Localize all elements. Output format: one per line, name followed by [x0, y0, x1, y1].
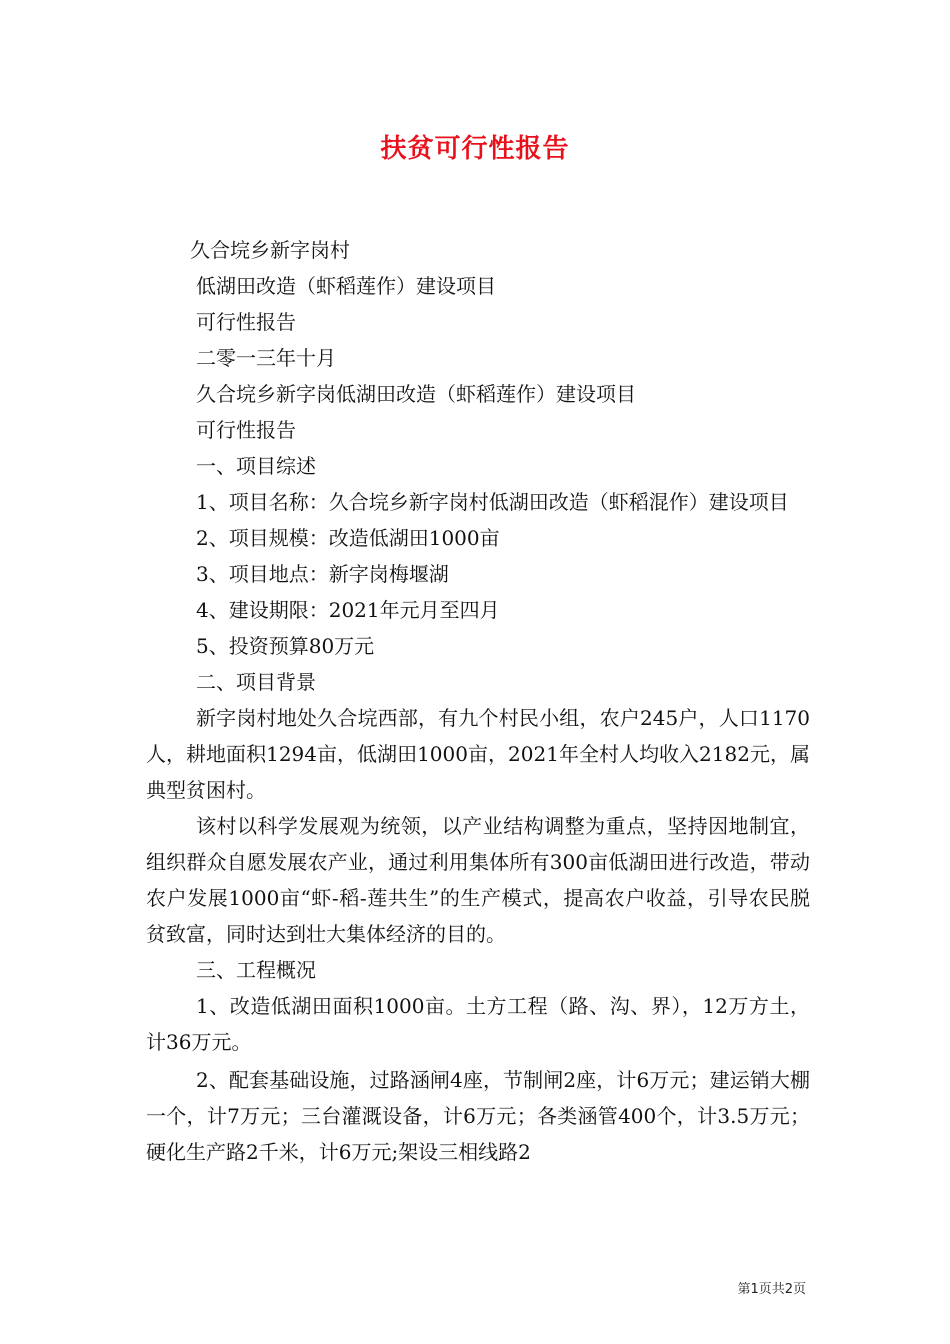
paragraph-item-budget: 5、投资预算80万元 — [196, 634, 375, 658]
paragraph-report-label: 可行性报告 — [196, 310, 296, 334]
section-heading-background: 二、项目背景 — [196, 670, 316, 694]
paragraph-date: 二零一三年十月 — [196, 346, 336, 370]
paragraph-engineering-1: 1、改造低湖田面积1000亩。土方工程（路、沟、界），12万方土，计36万元。 — [146, 994, 810, 1054]
paragraph-project-name: 低湖田改造（虾稻莲作）建设项目 — [196, 274, 496, 298]
paragraph-item-period: 4、建设期限：2021年元月至四月 — [196, 598, 500, 622]
paragraph-item-name: 1、项目名称：久合垸乡新字岗村低湖田改造（虾稻混作）建设项目 — [196, 490, 789, 514]
paragraph-full-project-name: 久合垸乡新字岗低湖田改造（虾稻莲作）建设项目 — [196, 382, 636, 406]
paragraph-village: 久合垸乡新字岗村 — [190, 238, 350, 262]
paragraph-background-2: 该村以科学发展观为统领，以产业结构调整为重点，坚持因地制宜，组织群众自愿发展农产业，通过利用集体所有300亩低湖田进行改造，带动农户发展1000亩“虾-稻-莲共生”的生产模式，提高农户收益，引导农民脱贫致富，同时达到壮大集体经济的目的。 — [146, 814, 810, 946]
section-heading-engineering: 三、工程概况 — [196, 958, 316, 982]
document-title: 扶贫可行性报告 — [380, 134, 570, 164]
page-number: 第1页共2页 — [737, 1282, 806, 1297]
paragraph-engineering-2: 2、配套基础设施，过路涵闸4座，节制闸2座，计6万元；建运销大棚一个，计7万元；三台灌溉设备，计6万元；各类涵管400个，计3.5万元；硬化生产路2千米，计6万元;架设三相线路2 — [146, 1068, 810, 1164]
section-heading-overview: 一、项目综述 — [196, 454, 316, 478]
paragraph-item-scale: 2、项目规模：改造低湖田1000亩 — [196, 526, 500, 550]
paragraph-item-location: 3、项目地点：新字岗梅堰湖 — [196, 562, 449, 586]
paragraph-report-label-2: 可行性报告 — [196, 418, 296, 442]
paragraph-background-1: 新字岗村地处久合垸西部，有九个村民小组，农户245户，人口1170人，耕地面积1294亩，低湖田1000亩，2021年全村人均收入2182元，属典型贫困村。 — [146, 706, 810, 802]
document-body — [146, 232, 810, 1170]
